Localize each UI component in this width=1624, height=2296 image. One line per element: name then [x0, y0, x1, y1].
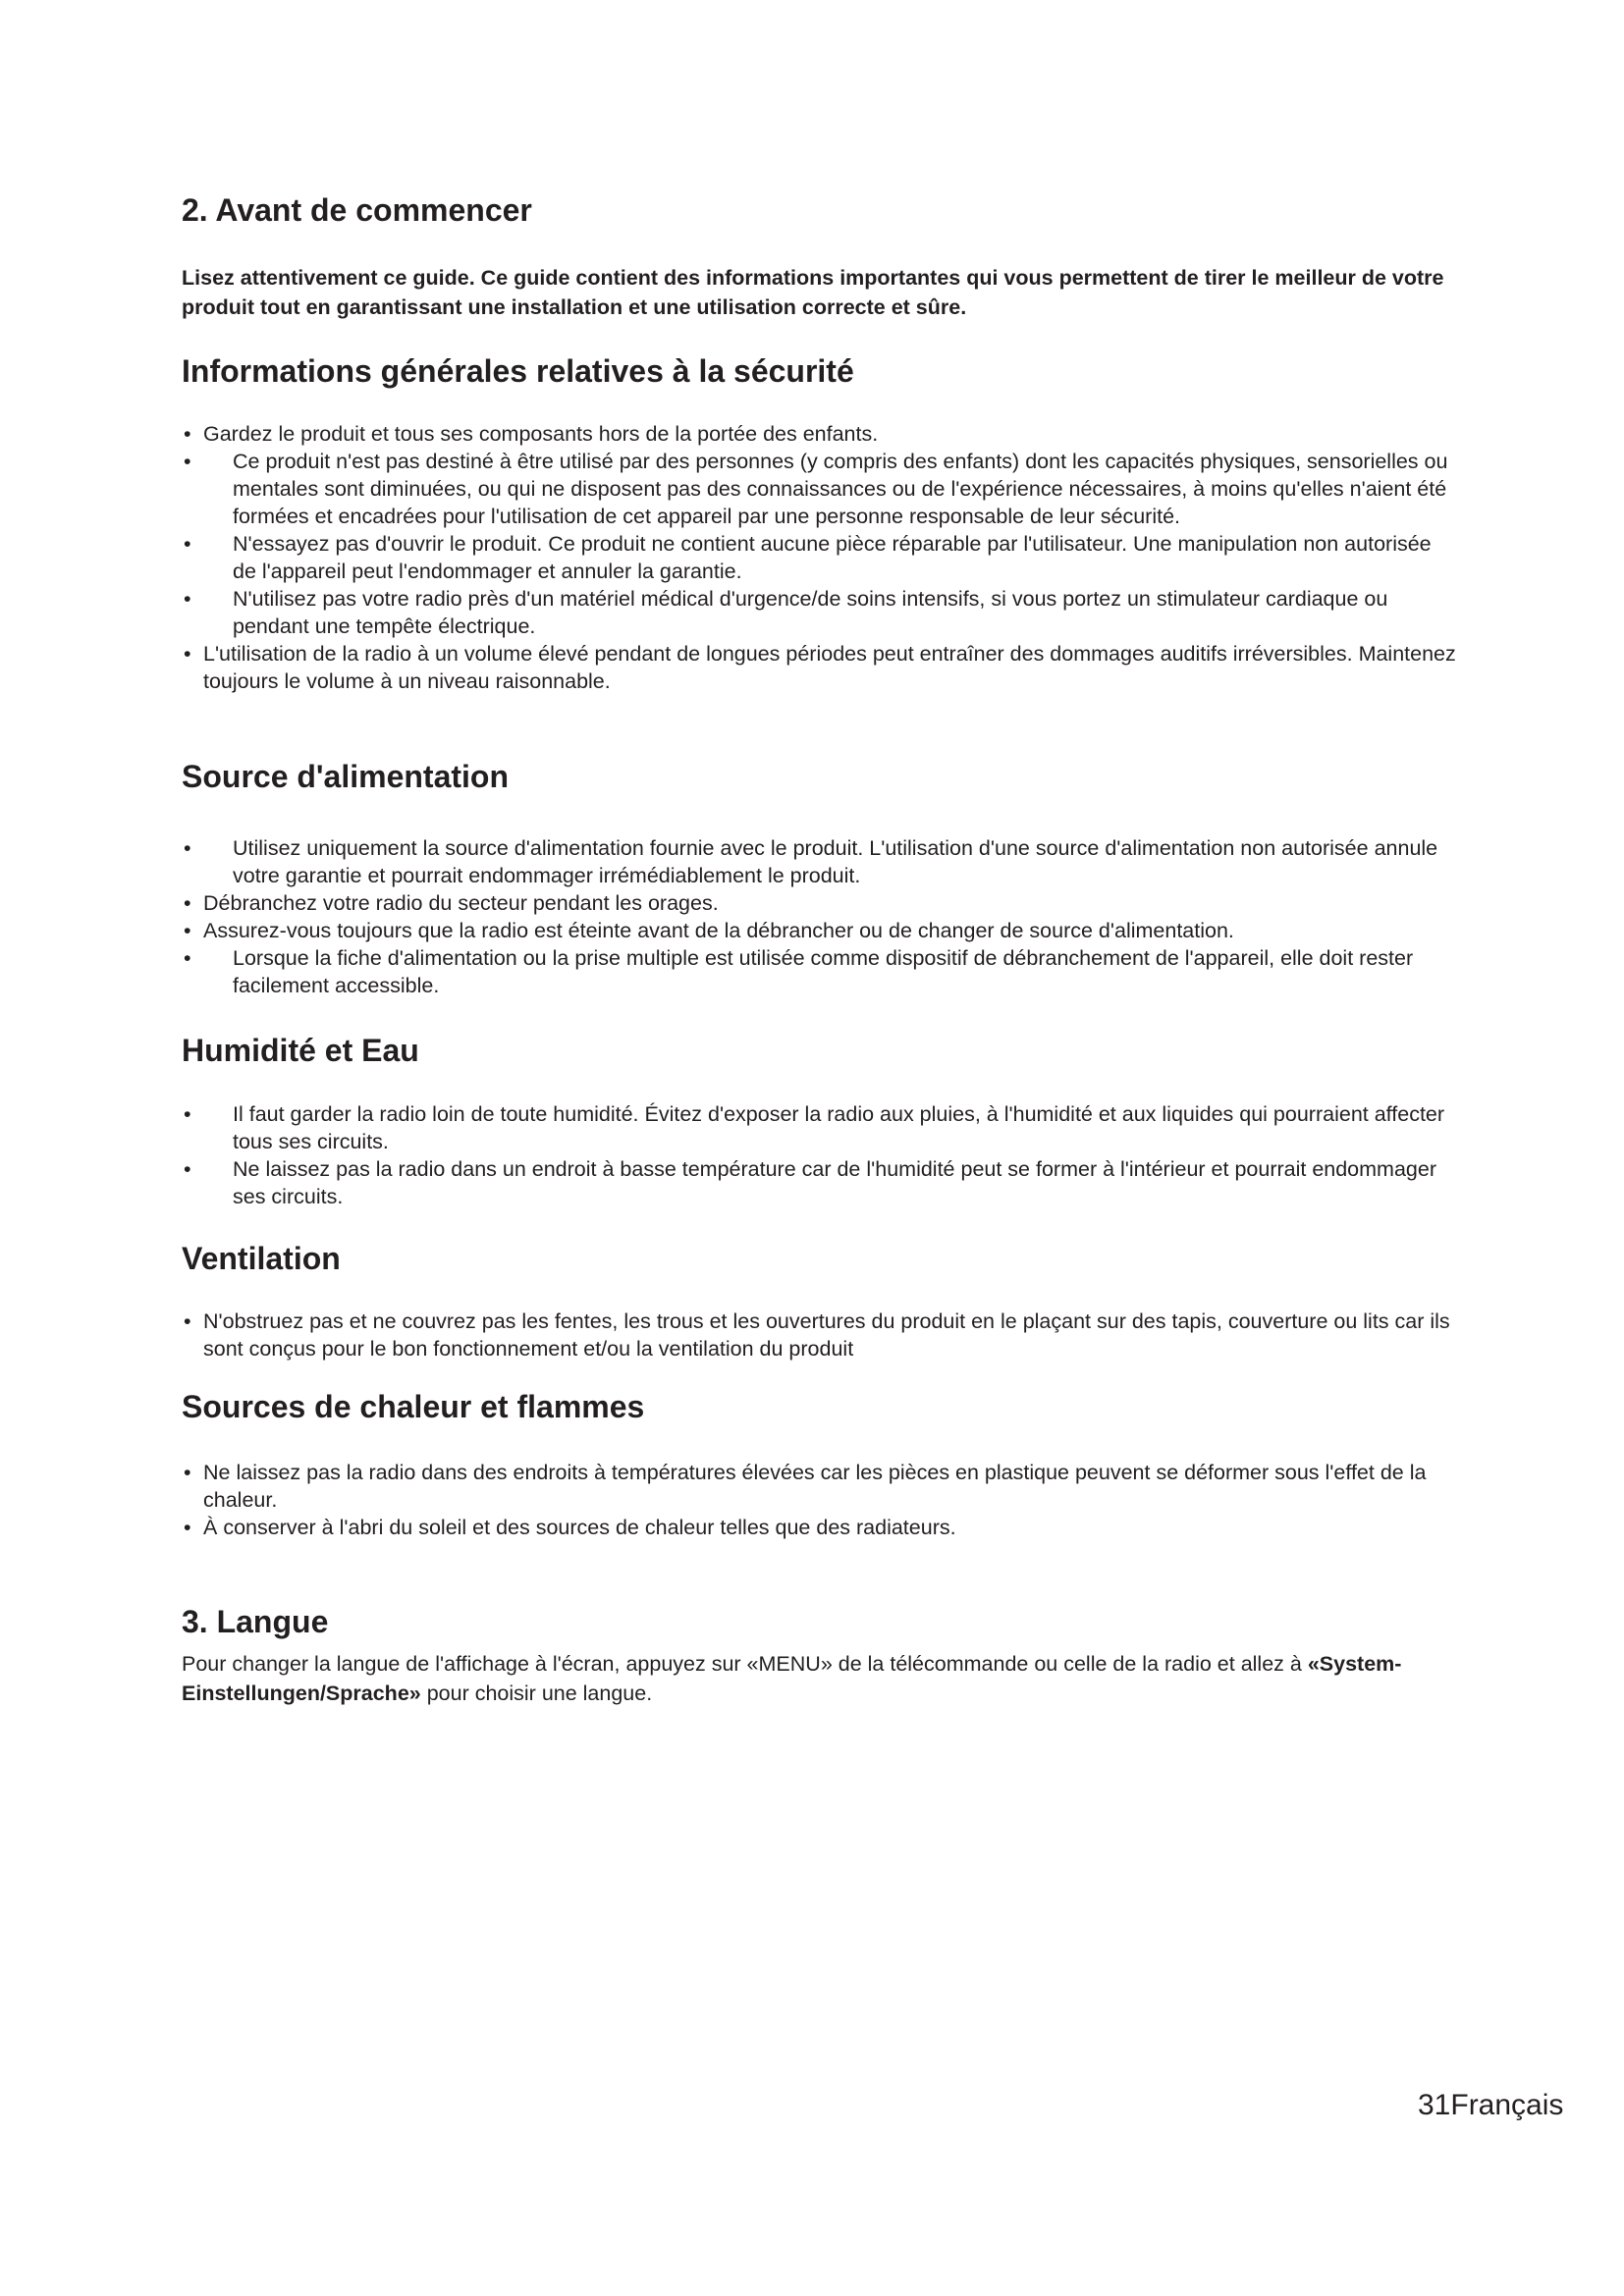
bullet-icon: •	[184, 919, 191, 942]
list-item: • N'essayez pas d'ouvrir le produit. Ce produit ne contient aucune pièce réparable par l'utilisateur. Une manipulation non autorisée de l'appareil peut l'endommager et annuler la garantie.	[184, 532, 1432, 583]
list-alimentation	[182, 834, 1458, 999]
bullet-icon: •	[184, 1461, 191, 1484]
bullet-icon: •	[184, 1102, 191, 1126]
intro-paragraph: Lisez attentivement ce guide. Ce guide contient des informations importantes qui vous permettent de tirer le meilleur de votre produit tout en garantissant une installation et une utilisation correcte et sûre.	[182, 266, 1444, 319]
list-ventilation	[182, 1308, 1458, 1362]
heading-humidite: Humidité et Eau	[182, 1033, 419, 1068]
bullet-icon: •	[184, 532, 191, 556]
list-humidite	[182, 1100, 1458, 1210]
list-item: • N'utilisez pas votre radio près d'un matériel médical d'urgence/de soins intensifs, si vous portez un stimulateur cardiaque ou pendant une tempête électrique.	[184, 587, 1388, 638]
bullet-icon: •	[184, 1516, 191, 1539]
list-item: • L'utilisation de la radio à un volume élevé pendant de longues périodes peut entraîner des dommages auditifs irréversibles. Maintenez toujours le volume à un niveau raisonnable.	[184, 642, 1456, 693]
langue-paragraph: Pour changer la langue de l'affichage à l'écran, appuyez sur «MENU» de la télécommande ou celle de la radio et allez à «System-Einstellungen/Sprache» pour choisir une langue.	[182, 1652, 1402, 1705]
list-item: • Ne laissez pas la radio dans un endroit à basse température car de l'humidité peut se former à l'intérieur et pourrait endommager ses circuits.	[184, 1157, 1436, 1208]
heading-securite: Informations générales relatives à la sécurité	[182, 353, 854, 389]
list-item: • Assurez-vous toujours que la radio est éteinte avant de la débrancher ou de changer de source d'alimentation.	[184, 919, 1234, 942]
list-securite	[182, 420, 1458, 695]
list-item: • Il faut garder la radio loin de toute humidité. Évitez d'exposer la radio aux pluies, à l'humidité et aux liquides qui pourraient affecter tous ses circuits.	[184, 1102, 1445, 1153]
list-item: • Débranchez votre radio du secteur pendant les orages.	[184, 891, 719, 915]
bullet-icon: •	[184, 587, 191, 611]
section-title-avant-de-commencer: 2. Avant de commencer	[182, 192, 532, 228]
list-item: • Utilisez uniquement la source d'alimentation fournie avec le produit. L'utilisation d'une source d'alimentation non autorisée annule votre garantie et pourrait endommager irrémédiablement le produit.	[184, 836, 1438, 887]
bullet-icon: •	[184, 1157, 191, 1181]
bullet-icon: •	[184, 642, 191, 666]
section-title-langue: 3. Langue	[182, 1604, 329, 1639]
bullet-icon: •	[184, 422, 191, 446]
page-number: 31Français	[1418, 2089, 1564, 2121]
heading-alimentation: Source d'alimentation	[182, 759, 509, 794]
list-item: • Ce produit n'est pas destiné à être utilisé par des personnes (y compris des enfants) dont les capacités physiques, sensorielles ou mentales sont diminuées, ou qui ne disposent pas des connaissances ou de l'expérience nécessaires, à moins qu'elles n'aient été formées et encadrées pour l'utilisation de cet appareil par une personne responsable de leur sécurité.	[184, 450, 1448, 528]
bullet-icon: •	[184, 946, 191, 970]
heading-chaleur: Sources de chaleur et flammes	[182, 1389, 645, 1424]
bullet-icon: •	[184, 450, 191, 473]
bullet-icon: •	[184, 891, 191, 915]
list-item: • Gardez le produit et tous ses composants hors de la portée des enfants.	[184, 422, 879, 446]
list-chaleur	[182, 1459, 1458, 1541]
list-item: • Ne laissez pas la radio dans des endroits à températures élevées car les pièces en plastique peuvent se déformer sous l'effet de la chaleur.	[184, 1461, 1427, 1512]
bullet-icon: •	[184, 1309, 191, 1333]
list-item: • Lorsque la fiche d'alimentation ou la prise multiple est utilisée comme dispositif de débranchement de l'appareil, elle doit rester facilement accessible.	[184, 946, 1414, 997]
list-item: • N'obstruez pas et ne couvrez pas les fentes, les trous et les ouvertures du produit en le plaçant sur des tapis, couverture ou lits car ils sont conçus pour le bon fonctionnement et/ou la ventilation du produit	[184, 1309, 1450, 1361]
heading-ventilation: Ventilation	[182, 1241, 341, 1276]
bullet-icon: •	[184, 836, 191, 860]
list-item: • À conserver à l'abri du soleil et des sources de chaleur telles que des radiateurs.	[184, 1516, 956, 1539]
